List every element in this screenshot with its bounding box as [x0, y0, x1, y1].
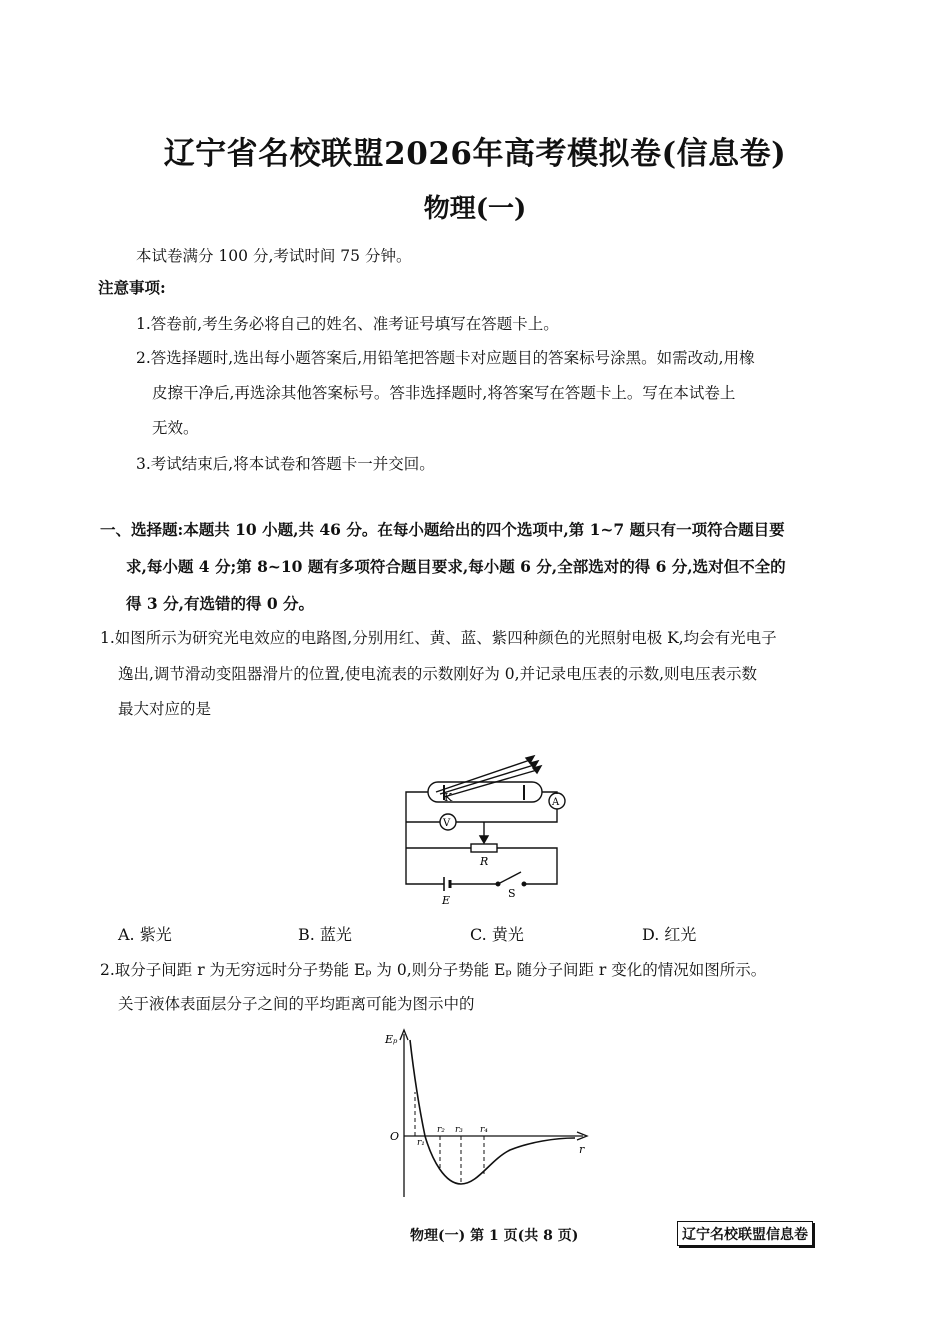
label-E: E	[442, 894, 451, 907]
notice-line: 3.考试结束后,将本试卷和答题卡一并交回。	[136, 455, 435, 473]
r3-label: r₃	[455, 1125, 463, 1135]
r1-label: r₁	[417, 1138, 425, 1148]
section-heading: 求,每小题 4 分;第 8~10 题有多项符合题目要求,每小题 6 分,全部选对的得 6 分,选对但不全的	[126, 557, 786, 576]
question-1-text: 1.如图所示为研究光电效应的电路图,分别用红、黄、蓝、紫四种颜色的光照射电极 K,均会有光电子	[100, 629, 777, 647]
label-V: V	[443, 818, 451, 829]
label-R: R	[480, 855, 489, 868]
notice-line: 1.答卷前,考生务必将自己的姓名、准考证号填写在答题卡上。	[136, 315, 559, 333]
notice-title: 注意事项:	[98, 278, 166, 297]
question-2-text: 2.取分子间距 r 为无穷远时分子势能 Eₚ 为 0,则分子势能 Eₚ 随分子间距 r 变化的情况如图所示。	[100, 961, 767, 979]
label-S: S	[508, 887, 516, 900]
r4-label: r₄	[480, 1125, 488, 1135]
label-A: A	[552, 797, 560, 808]
brand-stamp: 辽宁名校联盟信息卷	[677, 1221, 813, 1246]
notice-line: 2.答选择题时,选出每小题答案后,用铅笔把答题卡对应题目的答案标号涂黑。如需改动,用橡	[136, 349, 755, 367]
question-1-text: 逸出,调节滑动变阻器滑片的位置,使电流表的示数刚好为 0,并记录电压表的示数,则电压表示数	[118, 665, 757, 683]
exam-title: 辽宁省名校联盟2026年高考模拟卷(信息卷)	[163, 136, 787, 172]
page-footer: 物理(一) 第 1 页(共 8 页)	[410, 1228, 579, 1244]
r2-label: r₂	[437, 1125, 445, 1135]
option-d: D. 红光	[642, 925, 697, 944]
option-b: B. 蓝光	[298, 925, 352, 944]
label-K: K	[444, 791, 453, 804]
exam-info: 本试卷满分 100 分,考试时间 75 分钟。	[136, 247, 412, 265]
exam-subtitle: 物理(一)	[423, 194, 527, 224]
y-axis-label: Eₚ	[385, 1033, 398, 1046]
x-axis-label: r	[579, 1143, 585, 1156]
option-c: C. 黄光	[470, 925, 524, 944]
potential-energy-graph	[380, 1018, 595, 1203]
origin-label: O	[390, 1130, 400, 1143]
option-a: A. 紫光	[118, 925, 172, 944]
section-heading: 得 3 分,有选错的得 0 分。	[126, 594, 315, 613]
section-heading: 一、选择题:本题共 10 小题,共 46 分。在每小题给出的四个选项中,第 1~7 题只有一项符合题目要	[100, 520, 785, 539]
notice-line: 皮擦干净后,再选涂其他答案标号。答非选择题时,将答案写在答题卡上。写在本试卷上	[152, 384, 736, 402]
question-2-text: 关于液体表面层分子之间的平均距离可能为图示中的	[118, 995, 475, 1013]
notice-line: 无效。	[152, 419, 199, 437]
question-1-text: 最大对应的是	[118, 700, 212, 718]
photoelectric-circuit-diagram	[390, 752, 580, 907]
